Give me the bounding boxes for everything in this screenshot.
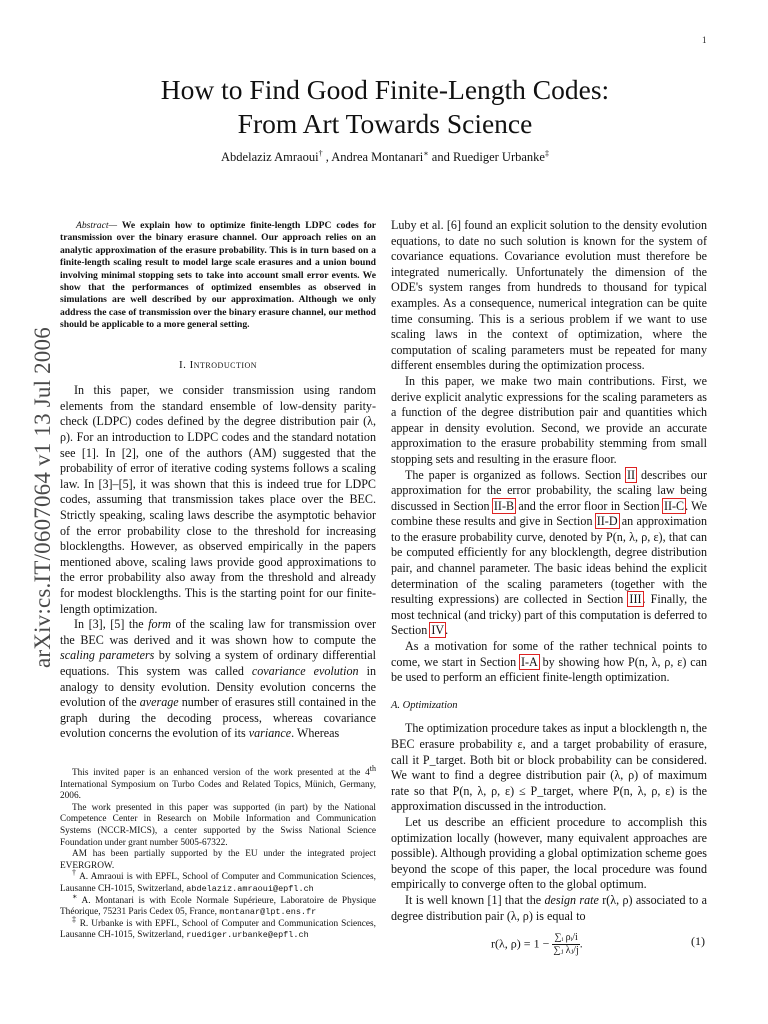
text-run: . Whereas xyxy=(291,726,340,741)
author-separator: and xyxy=(428,150,453,164)
text-run: It is well known [1] that the xyxy=(405,892,545,907)
text-run: R. Urbanke is with EPFL, School of Computer and Communication Sciences, Lausanne CH-1015, Switzerland, xyxy=(60,918,376,941)
footnote xyxy=(60,763,376,803)
section-link[interactable]: II-D xyxy=(596,514,618,529)
abstract-text: We explain how to optimize finite-length LDPC codes for transmission over the binary erasure channel. Our approach relies on an analytic approximation of the erasure probability. This is in turn based on a finite-length scaling result to model large scale erasures and a union bound involving minimal stopping sets to take into account small error events. We show that the performances of optimized ensembles as observed in simulations are well described by our approximation. Although we only address the case of transmission over the binary erasure channel, our method should be applicable to a more general setting. xyxy=(60,220,376,331)
section-link[interactable]: I-A xyxy=(520,654,538,669)
section-title: Introduction xyxy=(189,358,258,371)
paper-title xyxy=(100,73,670,141)
author-name: Andrea Montanari xyxy=(331,150,424,164)
text-run: an approximation to the erasure probability curve, denoted by P(n, λ, ρ, ε), that can be computed efficiently for any blocklength, degree distribution pair, and channel parameter. The basic ideas behind the explicit determination of the scaling parameters (together with the resulting expressions) are collected in Section xyxy=(391,514,707,607)
emphasis: average xyxy=(139,695,179,710)
emphasis: covariance evolution xyxy=(251,663,359,678)
paragraph-organization xyxy=(391,468,707,640)
text-run: A. Amraoui is with EPFL, School of Computer and Communication Sciences, Lausanne CH-1015, Switzerland, xyxy=(60,872,376,894)
emphasis: variance xyxy=(248,726,292,741)
text-run: number of erasures still contained in the graph during the decoding process, whereas covariance evolution concerns the evolution of its xyxy=(60,695,377,741)
text-run: The paper is organized as follows. Section xyxy=(405,467,627,482)
subsection-heading-optimization xyxy=(391,698,707,714)
paragraph: Luby et al. [6] found an explicit solution to the density evolution equations, to date no such solution is known for the system of covariance equations. Covariance evolution must therefore be integrated numerically. Unfortunately the dimension of the ODE's system ranges from hundreds to thousand for typical examples. As a consequence, numerical integration can be quite time consuming. This is a serious problem if we want to use scaling laws in the context of optimization, where the computation of scaling parameters must be repeated for many different ensembles during the optimization process. xyxy=(391,218,707,373)
text-run: by solving a system of ordinary differential equations. This system was called xyxy=(60,648,376,678)
arxiv-identifier-stamp: arXiv:cs.IT/0607064 v1 13 Jul 2006 xyxy=(30,327,55,668)
equation-tail: . xyxy=(579,936,583,951)
text-run: A. Montanari is with Ecole Normale Supérieure, Laboratoire de Physique Théorique, 75231 Paris Cedex 05, France, xyxy=(60,895,376,918)
footnotes xyxy=(60,763,376,942)
fraction xyxy=(552,932,579,957)
author-name: Abdelaziz Amraoui xyxy=(221,150,319,164)
section-link[interactable]: II xyxy=(627,467,636,482)
left-column xyxy=(60,218,376,742)
author-name: Ruediger Urbanke xyxy=(452,150,545,164)
footnote-mark: † xyxy=(72,868,77,878)
emphasis: design rate xyxy=(544,892,599,907)
text-run: of the scaling law for transmission over the BEC was derived and it was shown how to compute the xyxy=(60,617,376,647)
text-run: r(λ, ρ) associated to a degree distribution pair (λ, ρ) is equal to xyxy=(391,892,707,923)
fraction-denominator: ∑ⱼ λⱼ/j xyxy=(553,945,579,957)
paragraph: In this paper, we make two main contributions. First, we derive explicit analytic expressions for the scaling parameters as a function of the degree distribution pair and quantities which appear in density evolution. Second, we provide an accurate approximation to the erasure probability stemming from small stopping sets and resulting in the erasure floor. xyxy=(391,373,707,466)
author-list xyxy=(100,150,670,165)
section-heading-introduction xyxy=(60,358,376,374)
text-run: In [3], [5] the xyxy=(74,617,149,632)
author-separator: , xyxy=(322,150,332,164)
fraction-numerator: ∑ᵢ ρᵢ/i xyxy=(554,932,578,944)
text-run: International Symposium on Turbo Codes and Related Topics, Münich, Germany, 2006. xyxy=(60,779,376,802)
section-number: I. xyxy=(178,358,190,371)
superscript: th xyxy=(369,763,376,773)
email-address[interactable]: montanar@lpt.ens.fr xyxy=(219,907,317,918)
text-run: describes our approximation for the error probability, the scaling law being discussed in Section xyxy=(391,467,707,513)
abstract-dash: — xyxy=(108,220,118,231)
text-run: . Finally, the most technical (and tricky) part of this computation is deferred to Section xyxy=(391,592,707,638)
affiliation-mark: ∗ xyxy=(423,148,429,158)
intro-paragraph-1: In this paper, we consider transmission using random elements from the standard ensemble of low-density parity-check (LDPC) codes defined by the degree distribution pair (λ, ρ). For an introduction to LDPC codes and the standard notation see [1]. In [2], one of the authors (AM) suggested that the probability of error of iterative coding systems follows a scaling law. In [3]–[5], it was shown that this is indeed true for LDPC codes, assuming that transmission takes place over the BEC. Strictly speaking, scaling laws describe the asymptotic behavior of the error probability close to the threshold for increasing blocklengths. However, as observed empirically in the papers mentioned above, scaling laws provide good approximations to the error probability also away from the threshold and already for modest blocklengths. This is the starting point for our finite-length optimization. xyxy=(60,383,376,616)
paragraph-motivation xyxy=(391,639,707,686)
footnote: AM has been partially supported by the EU under the integrated project EVERGROW. xyxy=(60,849,376,871)
title-line-1: How to Find Good Finite-Length Codes: xyxy=(160,74,610,105)
paragraph: Let us describe an efficient procedure to accomplish this optimization locally (however, many equivalent approaches are possible). Although providing a global optimization scheme goes beyond the scope of this paper, the local procedure was found empirically to converge often to the global optimum. xyxy=(391,814,707,892)
affiliation-mark: † xyxy=(318,148,323,158)
equation-design-rate xyxy=(391,926,707,956)
footnote-mark: ‡ xyxy=(72,914,77,924)
subsection-title: Optimization xyxy=(402,699,458,711)
section-link[interactable]: II-B xyxy=(493,498,515,513)
equation-number: (1) xyxy=(691,934,705,949)
abstract-label: Abstract xyxy=(76,220,109,231)
page-number: 1 xyxy=(702,35,707,45)
subsection-number: A. xyxy=(391,699,403,711)
footnote: The work presented in this paper was supported (in part) by the National Competence Center in Research on Mobile Information and Communication Systems (NCCR-MICS), a center supported by the Swiss National Science Foundation under grant number 5005-67322. xyxy=(60,802,376,848)
footnote xyxy=(60,868,376,895)
equation-body xyxy=(491,932,583,957)
emphasis: form xyxy=(148,617,172,632)
title-line-2: From Art Towards Science xyxy=(237,108,533,139)
section-link[interactable]: IV xyxy=(431,623,445,638)
affiliation-mark: ‡ xyxy=(544,148,549,158)
intro-paragraph-2 xyxy=(60,617,376,742)
abstract xyxy=(60,220,376,332)
text-run: and the error floor in Section xyxy=(515,498,663,513)
footnote xyxy=(60,891,376,919)
text-run: by showing how P(n, λ, ρ, ε) can be used to perform an efficient finite-length optimization. xyxy=(391,654,707,685)
email-address[interactable]: abdelaziz.amraoui@epfl.ch xyxy=(186,883,314,894)
right-column xyxy=(391,218,707,956)
text-run: . We combine these results and give in Section xyxy=(391,498,707,529)
text-run: . xyxy=(445,623,449,638)
section-link[interactable]: III xyxy=(629,592,642,607)
text-run: in analogy to density evolution. Density evolution concerns the evolution of the xyxy=(60,663,376,710)
email-address[interactable]: ruediger.urbanke@epfl.ch xyxy=(186,930,309,941)
section-link[interactable]: II-C xyxy=(663,498,685,513)
footnote xyxy=(60,914,376,942)
equation-lhs: r(λ, ρ) = 1 − xyxy=(491,936,553,951)
text-run: This invited paper is an enhanced version of the work presented at the 4 xyxy=(72,768,370,778)
text-run: As a motivation for some of the rather technical points to come, we start in Section xyxy=(391,639,707,669)
paragraph-design-rate xyxy=(391,893,707,924)
paragraph: The optimization procedure takes as input a blocklength n, the BEC erasure probability ε, and a target probability of erasure, call it P_target. Both bit or block probability can be considered. We want to find a degree distribution pair (λ, ρ) of maximum rate so that P(n, λ, ρ, ε) ≤ P_target, where P(n, λ, ρ, ε) is the approximation discussed in the introduction. xyxy=(391,721,707,814)
footnote-mark: ∗ xyxy=(72,891,78,901)
emphasis: scaling parameters xyxy=(60,648,155,663)
